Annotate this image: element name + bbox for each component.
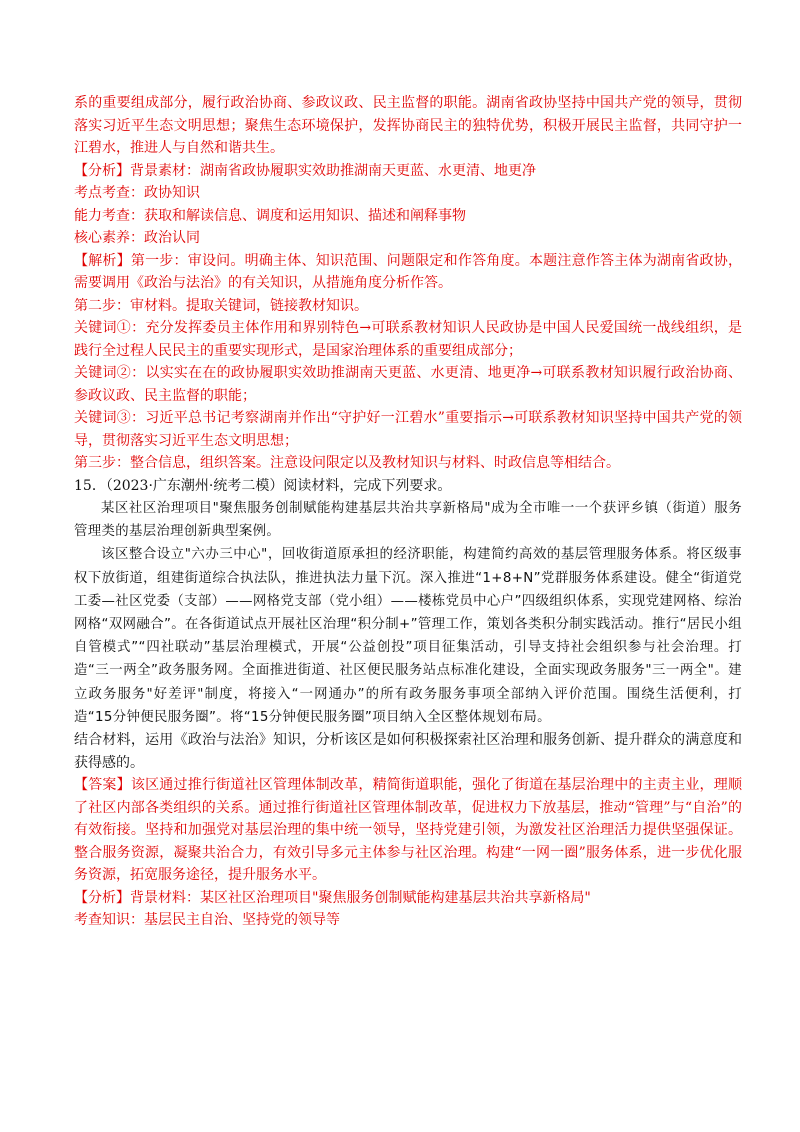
document-page — [74, 92, 742, 932]
q14-step3: 第三步：整合信息，组织答案。注意设问限定以及教材知识与材料、时政信息等相结合。 — [74, 455, 620, 471]
q14-step2: 第二步：审材料。提取关键词，链接教材知识。 — [74, 297, 368, 314]
q15-material-1: 某区社区治理项目"聚焦服务创制赋能构建基层共治共享新格局"成为全市唯一一个获评乡镇（街道）服务管理类的基层治理创新典型案例。 — [74, 501, 742, 540]
q15-analysis: 【分析】背景材料：某区社区治理项目"聚焦服务创制赋能构建基层共治共享新格局" — [74, 889, 591, 906]
q15-question: 结合材料，运用《政治与法治》知识，分析该区是如何积极探索社区治理和服务创新、提升群众的满意度和获得感的。 — [74, 732, 742, 771]
q15-material-2: 该区整合设立"六办三中心"，回收街道原承担的经济职能，构建简约高效的基层管理服务体系。将区级事权下放街道，组建街道综合执法队，推进执法力量下沉。深入推进“1+8+N”党群服务体系建设。健全“街道党工委—社区党委（支部）——网格党支部（党小组）——楼栋党员中心户”四级组织体系，实现党建网格、综治网格“双网融合”。在各街道试点开展社区治理“积分制+”管理工作，策划各类积分制实践活动。推行“居民小组自管模式”“四社联动”基层治理模式，开展“公益创投”项目征集活动，引导支持社会组织参与社会治理。打造“三一两全”政务服务网。全面推进街道、社区便民服务站点标准化建设，全面实现政务服务"三一两全"。建立政务服务"好差评"制度，将接入“一网通办”的所有政务服务事项全部纳入评价范围。围绕生活便利，打造“15分钟便民服务圈”。将“15分钟便民服务圈”项目纳入全区整体规划布局。 — [74, 547, 742, 725]
q14-analysis: 【分析】背景素材：湖南省政协履职实效助推湖南天更蓝、水更清、地更净 — [74, 162, 536, 179]
q14-keyword-2: 关键词②：以实实在在的政协履职实效助推湖南天更蓝、水更清、地更净→可联系教材知识履行政治协商、参政议政、民主监督的职能； — [74, 365, 742, 404]
q15-answer: 【答案】该区通过推行街道社区管理体制改革，精简街道职能，强化了街道在基层治理中的主责主业，理顺了社区内部各类组织的关系。通过推行街道社区管理体制改革，促进权力下放基层，推动“管理”与“自治”的有效衔接。坚持和加强党对基层治理的集中统一领导，坚持党建引领，为激发社区治理活力提供坚强保证。整合服务资源，凝聚共治合力，有效引导多元主体参与社区治理。构建“一网一圈”服务体系，进一步优化服务资源，拓宽服务途径，提升服务水平。 — [74, 777, 742, 884]
q14-keyword-3: 关键词③：习近平总书记考察湖南并作出“守护好一江碧水”重要指示→可联系教材知识坚持中国共产党的领导，贯彻落实习近平生态文明思想； — [74, 410, 742, 449]
q15-knowledge: 考查知识：基层民主自治、坚持党的领导等 — [74, 912, 340, 929]
q14-literacy: 核心素养：政治认同 — [74, 230, 200, 246]
intro-paragraph: 系的重要组成部分，履行政治协商、参政议政、民主监督的职能。湖南省政协坚持中国共产党的领导，贯彻落实习近平生态文明思想；聚焦生态环境保护，发挥协商民主的独特优势，积极开展民主监督，共同守护一江碧水，推进人与自然和谐共生。 — [74, 95, 742, 156]
q14-keyword-1: 关键词①：充分发挥委员主体作用和界别特色→可联系教材知识人民政协是中国人民爱国统一战线组织，是践行全过程人民民主的重要实现形式，是国家治理体系的重要组成部分； — [74, 320, 742, 359]
q15-header: 15．（2023·广东潮州·统考二模）阅读材料，完成下列要求。 — [74, 477, 452, 494]
q14-ability: 能力考查：获取和解读信息、调度和运用知识、描述和阐释事物 — [74, 207, 466, 224]
q14-knowledge: 考点考查：政协知识 — [74, 185, 200, 201]
q14-explain-step1: 【解析】第一步：审设问。明确主体、知识范围、问题限定和作答角度。本题注意作答主体为湖南省政协，需要调用《政治与法治》的有关知识，从措施角度分析作答。 — [74, 252, 742, 291]
